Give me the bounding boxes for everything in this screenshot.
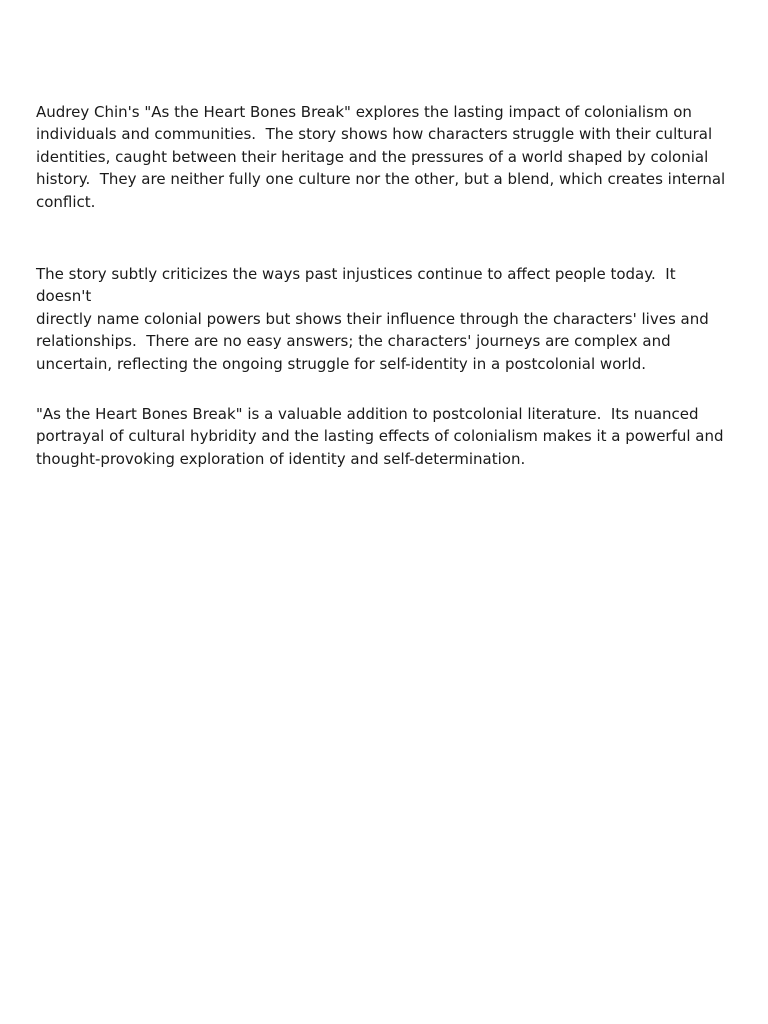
paragraph-1: Audrey Chin's "As the Heart Bones Break" explores the lasting impact of colonialism on individuals and communities. The story shows how characters struggle with their cultural identities, caught between their heritage and the pressures of a world shaped by colonial history. They are neither fully one culture nor the other, but a blend, which creates internal conflict.: [36, 103, 726, 211]
paragraph-3: "As the Heart Bones Break" is a valuable addition to postcolonial literature. Its nuanced portrayal of cultural hybridity and the lasting effects of colonialism makes it a powerful and thought-provoking exploration of identity and self-determination.: [36, 405, 724, 468]
paragraph-2: The story subtly criticizes the ways past injustices continue to affect people today. It doesn't directly name colonial powers but shows their influence through the characters' lives and relationships. There are no easy answers; the characters' journeys are complex and uncertain, reflecting the ongoing struggle for self-identity in a postcolonial world.: [36, 265, 709, 373]
